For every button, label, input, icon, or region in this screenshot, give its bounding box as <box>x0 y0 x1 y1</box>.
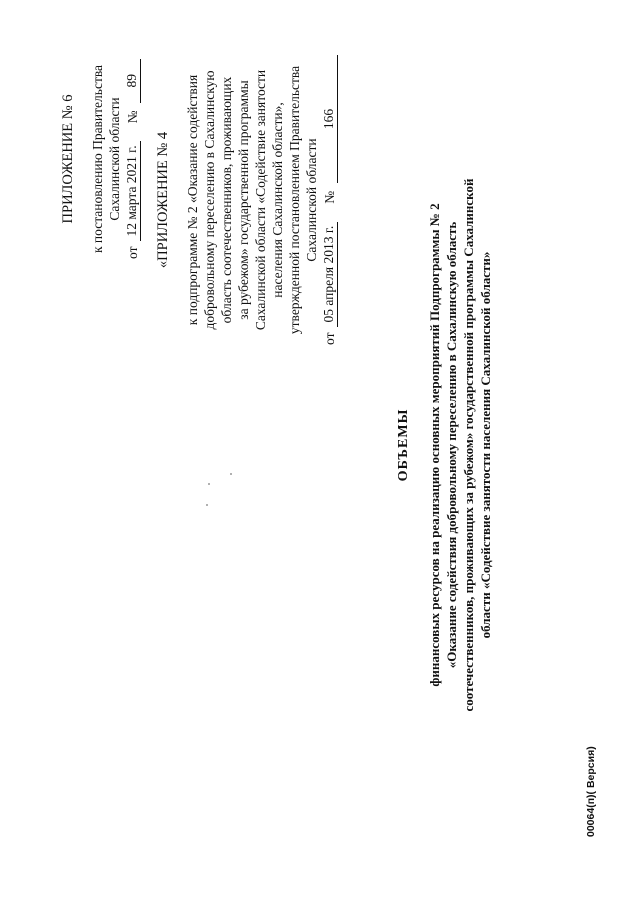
heading-title: ОБЪЕМЫ <box>396 408 411 482</box>
appendix-6-block <box>60 59 141 259</box>
appendix-4-line: Сахалинской области <box>304 138 319 262</box>
appendix-6-from-label: от <box>125 246 140 259</box>
heading-line: «Оказание содействия добровольному переселению в Сахалинскую область <box>444 221 459 669</box>
appendix-4-text <box>184 55 320 345</box>
appendix-4-number: 166 <box>320 55 338 183</box>
appendix-4-block <box>155 55 338 345</box>
appendix-4-signature-line <box>320 55 338 345</box>
heading-line: области «Содействие занятости населения Сахалинской области» <box>478 251 493 639</box>
scan-speck <box>230 473 232 475</box>
appendix-4-line: к подпрограмме № 2 «Оказание содействия <box>185 74 200 326</box>
appendix-6-number-label: № <box>125 110 140 124</box>
version-footer: 00064(п)( Версия) <box>585 746 597 837</box>
appendix-4-title: «ПРИЛОЖЕНИЕ № 4 <box>155 131 171 269</box>
appendix-6-line-2: Сахалинской области <box>107 97 122 221</box>
appendix-4-date: 05 апреля 2013 г. <box>320 222 338 327</box>
appendix-4-from-label: от <box>322 332 337 345</box>
appendix-4-line: за рубежом» государственной программы <box>236 80 251 320</box>
appendix-4-number-label: № <box>322 190 337 204</box>
appendix-4-line: Сахалинской области «Содействие занятости <box>253 69 268 331</box>
document-heading <box>395 125 494 765</box>
appendix-4-line: населения Сахалинской области», <box>270 102 285 298</box>
appendix-6-line-1: к постановлению Правительства <box>90 64 105 254</box>
heading-line: финансовых ресурсов на реализацию основных мероприятий Подпрограммы № 2 <box>427 203 442 687</box>
appendix-4-line: утвержденной постановлением Правительства <box>287 65 302 335</box>
appendix-6-signature-line <box>123 59 141 259</box>
appendix-4-line: область соотечественников, проживающих <box>219 76 234 324</box>
appendix-4-line: добровольному переселению в Сахалинскую <box>202 70 217 330</box>
heading-line: соотечественников, проживающих за рубежом» государственной программы Сахалинской <box>461 178 476 712</box>
scan-speck <box>208 483 210 485</box>
scan-speck <box>206 504 208 506</box>
appendix-6-number: 89 <box>123 59 141 103</box>
appendix-6-date: 12 марта 2021 г. <box>123 141 141 240</box>
appendix-6-title: ПРИЛОЖЕНИЕ № 6 <box>60 94 76 224</box>
